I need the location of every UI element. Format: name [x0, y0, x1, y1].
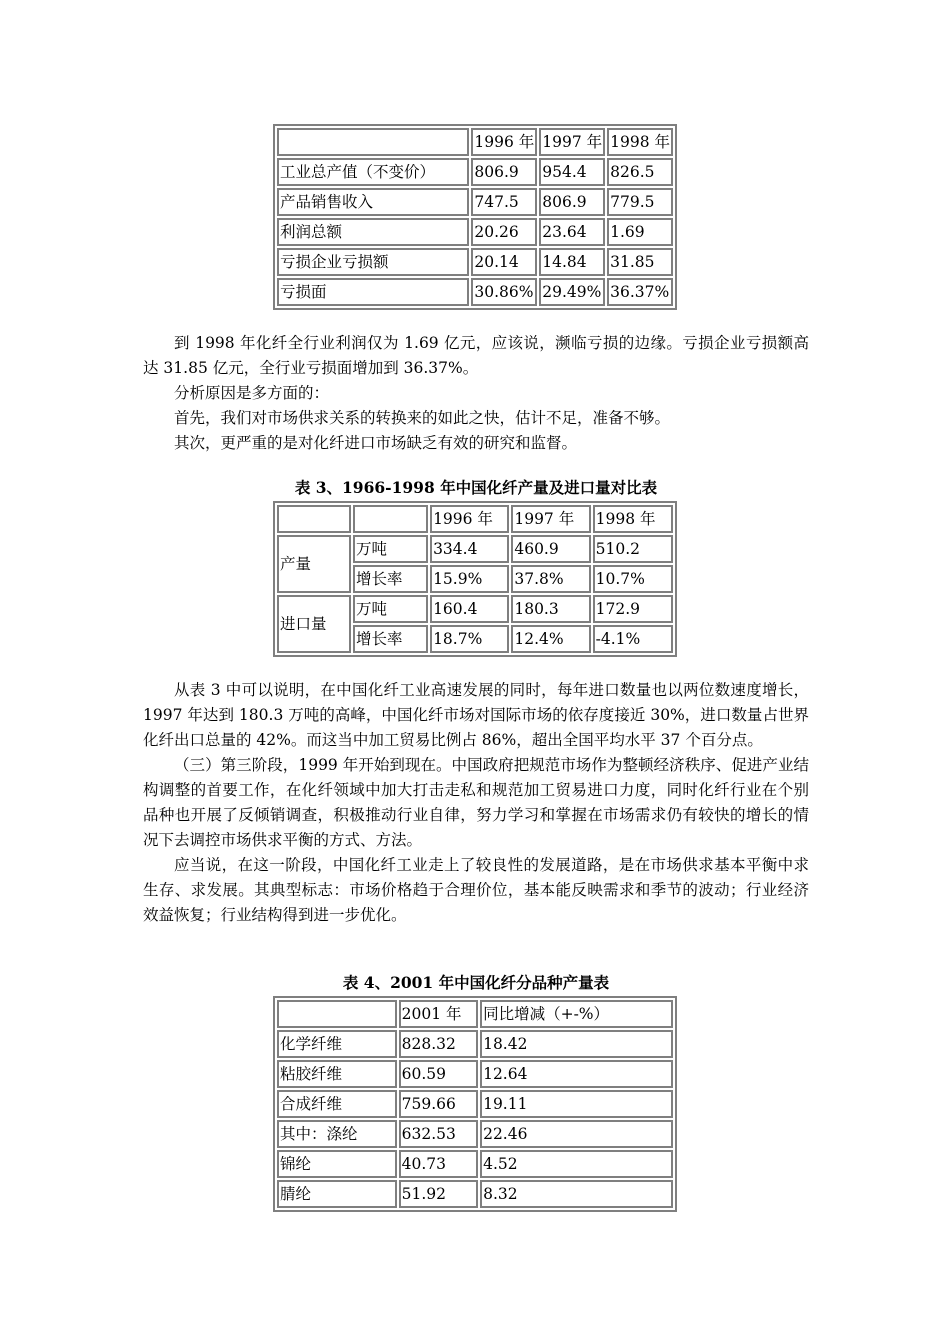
table-cell: 632.53: [399, 1120, 478, 1148]
table-cell: 37.8%: [511, 565, 590, 593]
table-cell: 12.4%: [511, 625, 590, 653]
row-label: 产品销售收入: [277, 188, 469, 216]
table-row: [277, 248, 673, 276]
header-cell: 1997 年: [511, 505, 590, 533]
table-production-import: [273, 501, 677, 657]
header-cell: [277, 128, 469, 156]
header-cell: 1998 年: [593, 505, 673, 533]
row-label: 亏损企业亏损额: [277, 248, 469, 276]
header-cell: 1996 年: [471, 128, 537, 156]
table-cell: 23.64: [539, 218, 605, 246]
table-row: [277, 1120, 673, 1148]
table-cell: 18.42: [480, 1030, 673, 1058]
table-row: [277, 535, 673, 563]
row-label: 利润总额: [277, 218, 469, 246]
table-industry-output: [273, 124, 677, 310]
table-cell: 36.37%: [607, 278, 673, 306]
paragraph: 从表 3 中可以说明，在中国化纤工业高速发展的同时，每年进口数量也以两位数速度增长，1997 年达到 180.3 万吨的高峰，中国化纤市场对国际市场的依存度接近 30%，进口数量占世界化纤出口总量的 42%。而这当中加工贸易比例占 86%，超出全国平均水平 37 个百分点。: [143, 681, 809, 749]
table-header-row: [277, 505, 673, 533]
table-cell: 160.4: [430, 595, 509, 623]
table-cell: 31.85: [607, 248, 673, 276]
table-cell: 51.92: [399, 1180, 478, 1208]
row-label: 锦纶: [277, 1150, 397, 1178]
table-cell: 20.14: [471, 248, 537, 276]
header-cell: [277, 1000, 397, 1028]
paragraph: （三）第三阶段，1999 年开始到现在。中国政府把规范市场作为整顿经济秩序、促进产业结构调整的首要工作，在化纤领域中加大打击走私和规范加工贸易进口力度，同时化纤行业在个别品种也开展了反倾销调查，积极推动行业自律，努力学习和掌握在市场需求仍有较快的增长的情况下去调控市场供求平衡的方式、方法。: [143, 756, 809, 849]
sub-label: 万吨: [353, 595, 428, 623]
table-caption: 表 3、1966-1998 年中国化纤产量及进口量对比表: [294, 478, 658, 497]
table-cell: 22.46: [480, 1120, 673, 1148]
table-cell: 4.52: [480, 1150, 673, 1178]
table-row: [277, 158, 673, 186]
paragraph: 其次，更严重的是对化纤进口市场缺乏有效的研究和监督。: [174, 434, 578, 452]
table-cell: -4.1%: [593, 625, 673, 653]
table-cell: 954.4: [539, 158, 605, 186]
table-cell: 180.3: [511, 595, 590, 623]
table-row: [277, 595, 673, 623]
table-cell: 18.7%: [430, 625, 509, 653]
table-cell: 30.86%: [471, 278, 537, 306]
sub-label: 增长率: [353, 625, 428, 653]
row-label: 腈纶: [277, 1180, 397, 1208]
table-cell: 40.73: [399, 1150, 478, 1178]
table-cell: 779.5: [607, 188, 673, 216]
table-cell: 334.4: [430, 535, 509, 563]
text-block-import-analysis: [143, 678, 809, 928]
row-label: 粘胶纤维: [277, 1060, 397, 1088]
table-header-row: [277, 128, 673, 156]
header-cell: 2001 年: [399, 1000, 478, 1028]
paragraph: 到 1998 年化纤全行业利润仅为 1.69 亿元，应该说，濒临亏损的边缘。亏损企业亏损额高达 31.85 亿元，全行业亏损面增加到 36.37%。: [143, 334, 809, 377]
table-cell: 8.32: [480, 1180, 673, 1208]
table-cell: 747.5: [471, 188, 537, 216]
text-block-profit-analysis: [143, 331, 809, 456]
header-cell: [277, 505, 351, 533]
header-cell: 1997 年: [539, 128, 605, 156]
table-row: [277, 1090, 673, 1118]
table-cell: 826.5: [607, 158, 673, 186]
table-cell: 806.9: [471, 158, 537, 186]
table-cell: 759.66: [399, 1090, 478, 1118]
group-label: 进口量: [277, 595, 351, 653]
table-cell: 60.59: [399, 1060, 478, 1088]
table-cell: 460.9: [511, 535, 590, 563]
sub-label: 万吨: [353, 535, 428, 563]
paragraph: 分析原因是多方面的：: [174, 384, 330, 402]
header-cell: 同比增减（+-%）: [480, 1000, 673, 1028]
table-cell: 29.49%: [539, 278, 605, 306]
row-label: 工业总产值（不变价）: [277, 158, 469, 186]
paragraph: 首先，我们对市场供求关系的转换来的如此之快，估计不足，准备不够。: [174, 409, 671, 427]
group-label: 产量: [277, 535, 351, 593]
table-cell: 806.9: [539, 188, 605, 216]
table-cell: 12.64: [480, 1060, 673, 1088]
row-label: 化学纤维: [277, 1030, 397, 1058]
table-row: [277, 1150, 673, 1178]
table-caption: 表 4、2001 年中国化纤分品种产量表: [342, 973, 610, 992]
table-cell: 172.9: [593, 595, 673, 623]
table-cell: 828.32: [399, 1030, 478, 1058]
table-cell: 1.69: [607, 218, 673, 246]
table-cell: 10.7%: [593, 565, 673, 593]
table-cell: 19.11: [480, 1090, 673, 1118]
table-cell: 15.9%: [430, 565, 509, 593]
table-cell: 20.26: [471, 218, 537, 246]
table-row: [277, 1060, 673, 1088]
header-cell: [353, 505, 428, 533]
table-fiber-varieties: [273, 996, 677, 1212]
table-row: [277, 1180, 673, 1208]
table-cell: 14.84: [539, 248, 605, 276]
table-row: [277, 218, 673, 246]
table-cell: 510.2: [593, 535, 673, 563]
row-label: 合成纤维: [277, 1090, 397, 1118]
table-row: [277, 278, 673, 306]
sub-label: 增长率: [353, 565, 428, 593]
header-cell: 1998 年: [607, 128, 673, 156]
table-row: [277, 188, 673, 216]
paragraph: 应当说，在这一阶段，中国化纤工业走上了较良性的发展道路，是在市场供求基本平衡中求生存、求发展。其典型标志：市场价格趋于合理价位，基本能反映需求和季节的波动；行业经济效益恢复；行业结构得到进一步优化。: [143, 856, 809, 924]
row-label: 其中：涤纶: [277, 1120, 397, 1148]
table-header-row: [277, 1000, 673, 1028]
row-label: 亏损面: [277, 278, 469, 306]
table-row: [277, 1030, 673, 1058]
header-cell: 1996 年: [430, 505, 509, 533]
